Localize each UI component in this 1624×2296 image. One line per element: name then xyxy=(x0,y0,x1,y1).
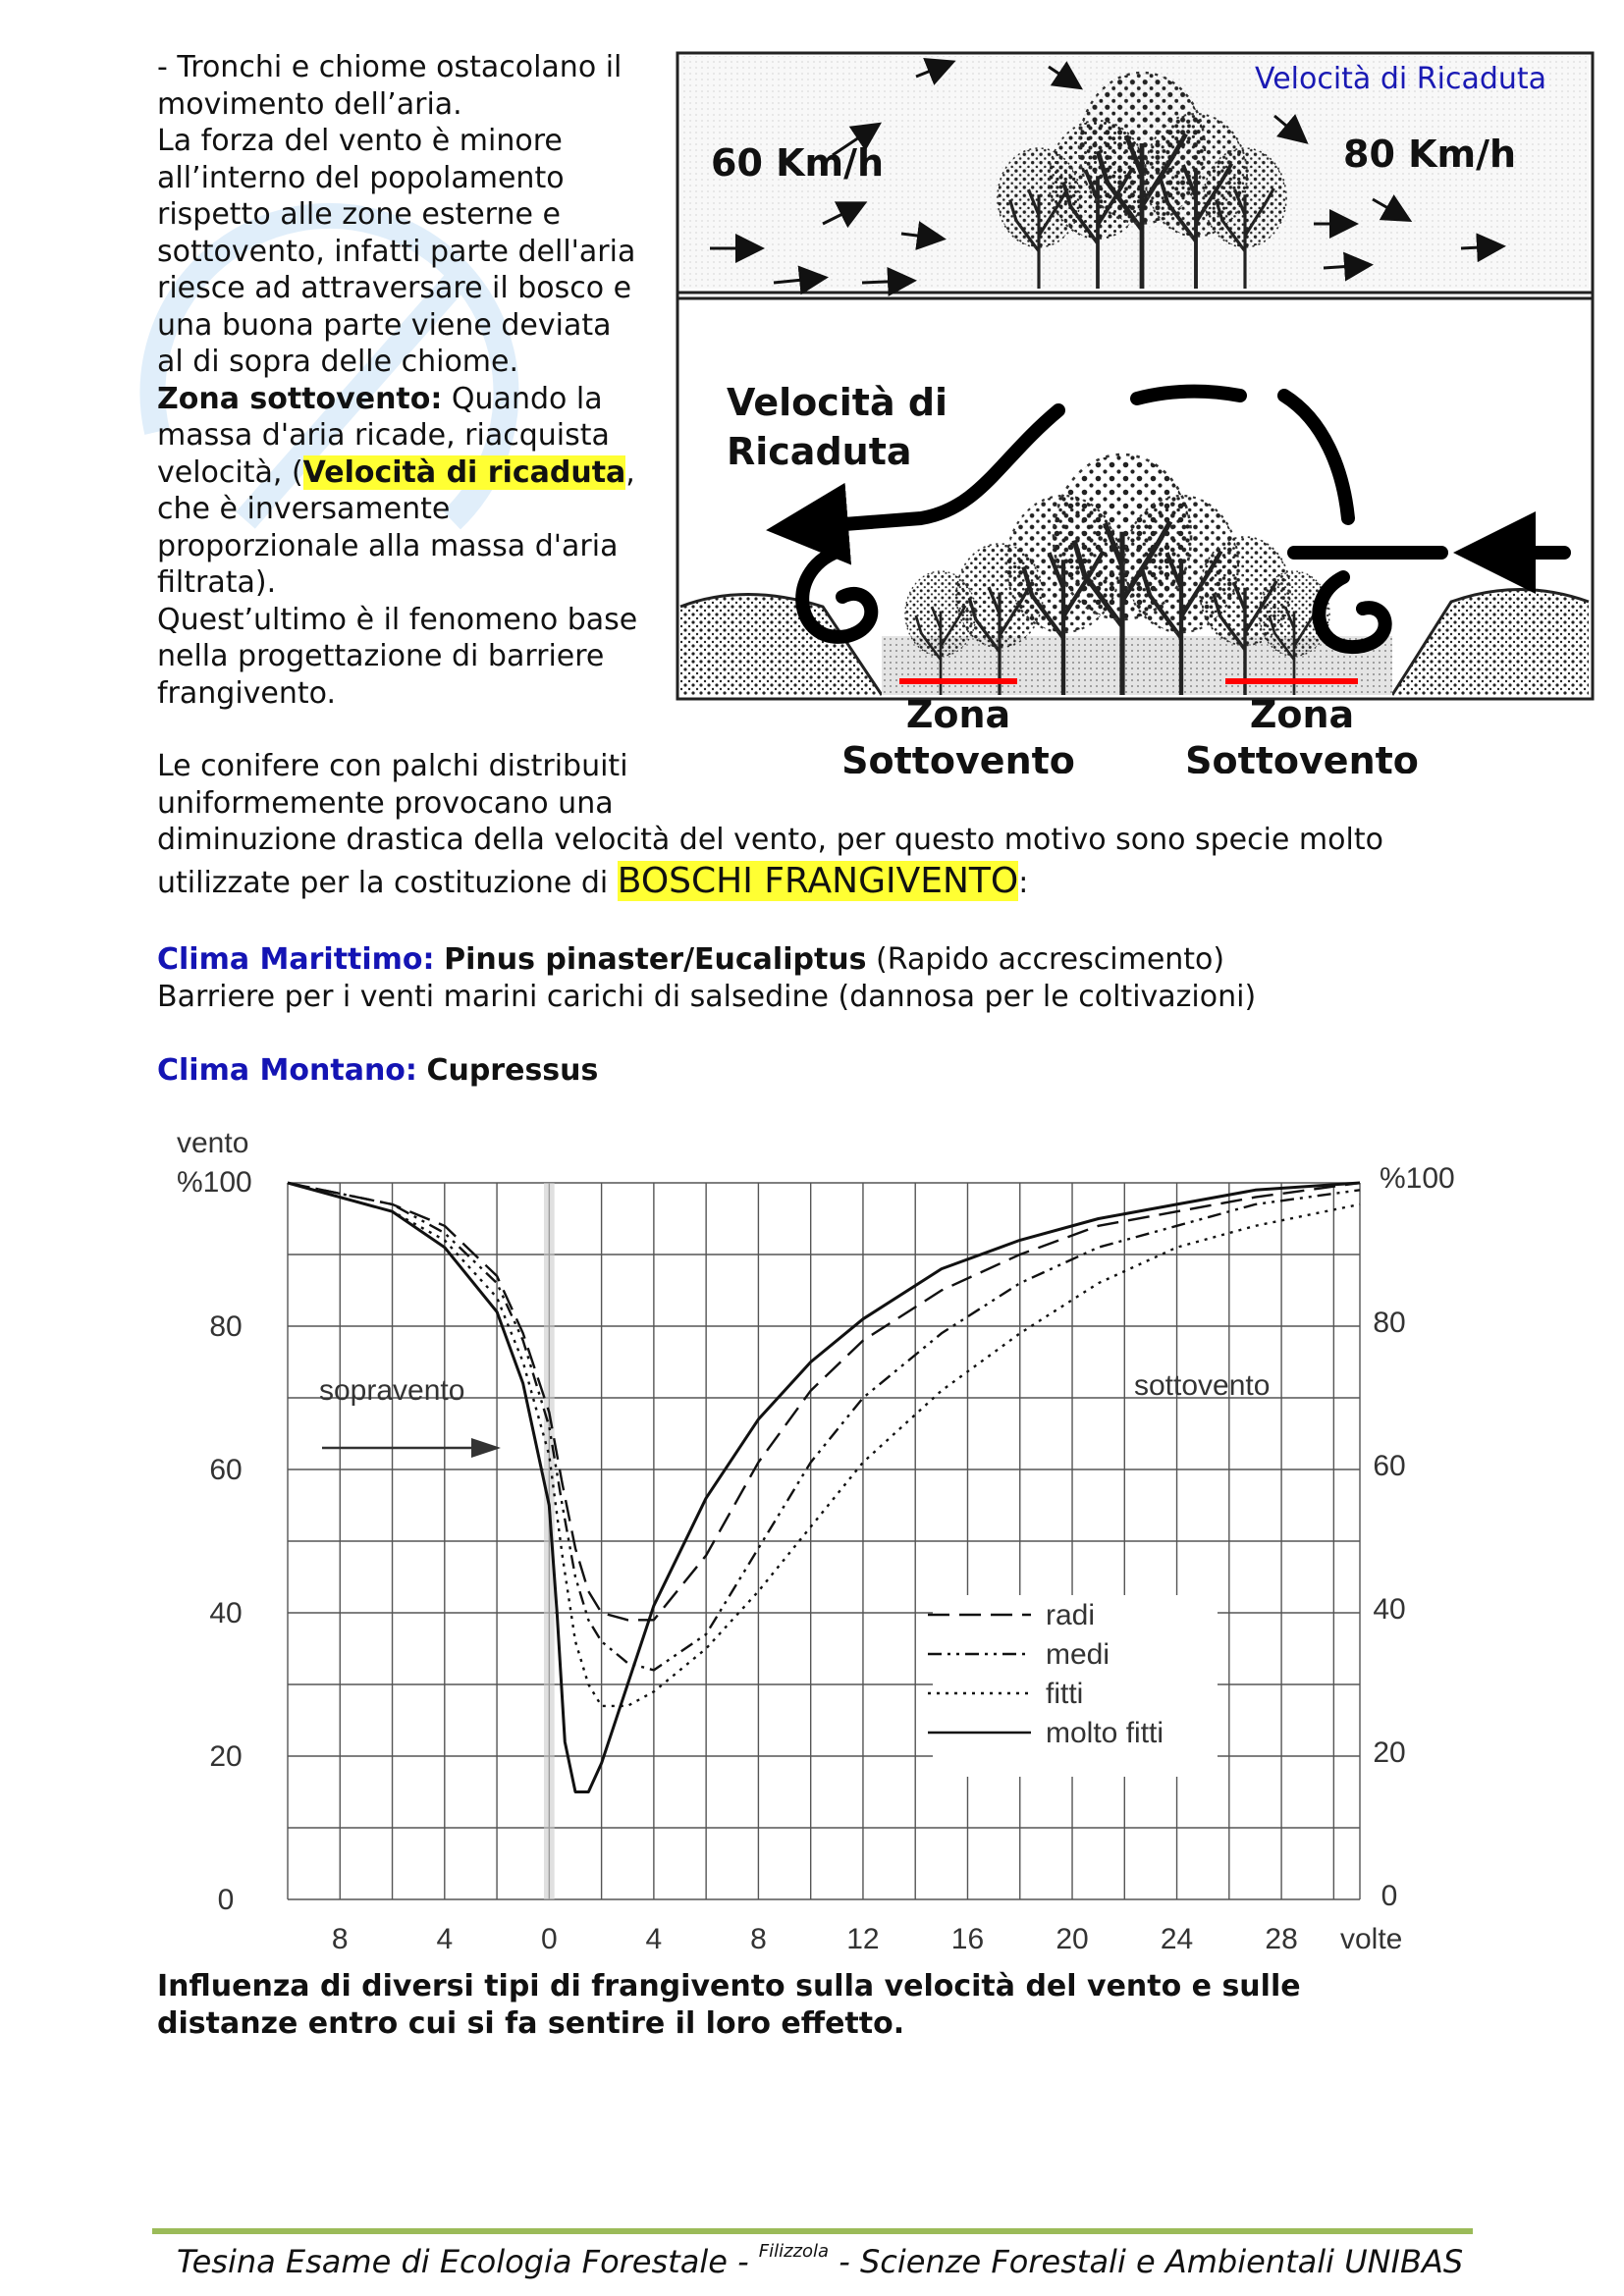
chart-caption xyxy=(157,1968,1301,2042)
footer-part1: Tesina Esame di Ecologia Forestale - xyxy=(177,2243,759,2280)
text-line: La forza del vento è minore xyxy=(157,124,563,158)
x-tick-label: 4 xyxy=(645,1923,663,1953)
x-tick-label: 8 xyxy=(331,1923,349,1953)
text-line: - Tronchi e chiome ostacolano il xyxy=(157,50,623,84)
clima-marittimo-line2: Barriere per i venti marini carichi di salsedine (dannosa per le coltivazioni) xyxy=(157,979,1257,1014)
velocita-prefix: velocità, ( xyxy=(157,454,303,490)
y-tick-label-right: 0 xyxy=(1380,1880,1398,1912)
text-line: nella progettazione di barriere xyxy=(157,639,605,673)
clima-montano-label: Clima Montano: xyxy=(157,1053,417,1088)
clima-montano-block xyxy=(157,1052,598,1090)
clima-marittimo-species: Pinus pinaster/Eucaliptus xyxy=(444,942,867,977)
text-line: massa d'aria ricade, riacquista xyxy=(157,418,610,453)
text-line: filtrata). xyxy=(157,565,277,600)
y-tick-label-right: 60 xyxy=(1373,1450,1406,1482)
zone-right-1: Zona xyxy=(1249,693,1355,736)
fall-label-1: Velocità di xyxy=(727,381,948,424)
clima-montano-species: Cupressus xyxy=(426,1053,599,1088)
speed-left: 60 Km/h xyxy=(711,141,885,185)
footer-rule xyxy=(152,2228,1473,2234)
legend-label: molto fitti xyxy=(1046,1717,1164,1749)
text-line: frangivento. xyxy=(157,675,337,711)
clima-marittimo-note: (Rapido accrescimento) xyxy=(866,942,1225,977)
text-line-last xyxy=(157,859,1383,906)
y-tick-label-right: 20 xyxy=(1373,1736,1406,1769)
chart-legend xyxy=(928,1595,1218,1777)
caption-line: Influenza di diversi tipi di frangivento sulla velocità del vento e sulle xyxy=(157,1969,1301,2003)
windbreak-diagram xyxy=(676,47,1598,774)
x-tick-label: 8 xyxy=(750,1923,767,1953)
footer xyxy=(177,2241,1463,2280)
y-label-right: %100 xyxy=(1380,1162,1455,1195)
y-tick-label-right: 80 xyxy=(1373,1307,1406,1339)
boschi-frangivento-highlight: BOSCHI FRANGIVENTO xyxy=(617,860,1019,901)
text-line: all’interno del popolamento xyxy=(157,160,565,195)
boschi-prefix: utilizzate per la costituzione di xyxy=(157,865,618,900)
left-paragraph xyxy=(157,49,637,712)
x-tick-label: 28 xyxy=(1265,1923,1298,1953)
text-line: proporzionale alla massa d'aria xyxy=(157,528,619,563)
footer-author: Filizzola xyxy=(758,2241,830,2262)
fall-label-2: Ricaduta xyxy=(727,430,912,473)
text-line: diminuzione drastica della velocità del vento, per questo motivo sono specie molto xyxy=(157,823,1383,857)
y-tick-label: 60 xyxy=(209,1454,243,1486)
y-tick-label: 80 xyxy=(209,1310,243,1343)
y-tick-label: 40 xyxy=(209,1597,243,1629)
x-tick-label: 16 xyxy=(950,1923,985,1953)
zona-sottovento-line xyxy=(157,381,637,418)
clima-marittimo-line xyxy=(157,941,1256,979)
chart-grid xyxy=(288,1183,1360,1899)
x-tick-label: 0 xyxy=(540,1923,558,1953)
clima-marittimo-label: Clima Marittimo: xyxy=(157,942,435,977)
zona-sottovento-text: Quando la xyxy=(442,381,603,416)
text-line: al di sopra delle chiome. xyxy=(157,345,519,379)
x-ticks xyxy=(332,1923,1298,1953)
text-line: Quest’ultimo è il fenomeno base xyxy=(157,602,638,637)
x-tick-label: 12 xyxy=(846,1923,880,1953)
zone-left-2: Sottovento xyxy=(841,739,1075,774)
diagram-title: Velocità di Ricaduta xyxy=(1255,62,1547,96)
annotation-sottovento: sottovento xyxy=(1134,1369,1271,1402)
boschi-suffix: : xyxy=(1018,865,1029,900)
velocita-line xyxy=(157,454,637,492)
x-unit: volte xyxy=(1340,1923,1403,1953)
x-tick-label: 4 xyxy=(436,1923,454,1953)
velocita-suffix: , xyxy=(625,454,635,490)
speed-right: 80 Km/h xyxy=(1343,133,1517,176)
annotation-sopravento: sopravento xyxy=(319,1374,465,1407)
footer-part2: - Scienze Forestali e Ambientali UNIBAS xyxy=(829,2243,1464,2280)
y-label-1: vento xyxy=(177,1127,249,1159)
y-tick-label-right: 40 xyxy=(1373,1593,1406,1626)
y-ticks-left xyxy=(209,1310,242,1916)
wind-chart xyxy=(147,1119,1473,1953)
y-label-2: %100 xyxy=(177,1166,252,1199)
zona-sottovento-label: Zona sottovento: xyxy=(157,381,443,416)
x-tick-label: 20 xyxy=(1056,1923,1089,1953)
legend-label: radi xyxy=(1046,1599,1096,1631)
clima-marittimo-block xyxy=(157,941,1256,1015)
text-line: movimento dell’aria. xyxy=(157,86,462,122)
text-line: rispetto alle zone esterne e xyxy=(157,197,561,232)
text-line: uniformemente provocano una xyxy=(157,785,614,821)
caption-line: distanze entro cui si fa sentire il loro effetto. xyxy=(157,2005,905,2041)
velocita-ricaduta-highlight: Velocità di ricaduta xyxy=(302,454,626,490)
text-line: sottovento, infatti parte dell'aria xyxy=(157,234,636,269)
x-tick-label: 24 xyxy=(1160,1923,1194,1953)
y-tick-label: 0 xyxy=(217,1884,235,1916)
zone-right-2: Sottovento xyxy=(1185,739,1419,774)
text-line: una buona parte viene deviata xyxy=(157,307,612,343)
conifer-paragraph xyxy=(157,748,1383,906)
legend-label: fitti xyxy=(1046,1678,1084,1710)
y-tick-label: 20 xyxy=(209,1740,243,1773)
legend-label: medi xyxy=(1046,1638,1110,1671)
clima-montano-line xyxy=(157,1052,598,1090)
text-line: Le conifere con palchi distribuiti xyxy=(157,749,628,783)
zone-left-1: Zona xyxy=(905,693,1011,736)
y-ticks-right xyxy=(1373,1307,1405,1912)
text-line: che è inversamente xyxy=(157,492,451,526)
text-line: riesce ad attraversare il bosco e xyxy=(157,271,632,305)
